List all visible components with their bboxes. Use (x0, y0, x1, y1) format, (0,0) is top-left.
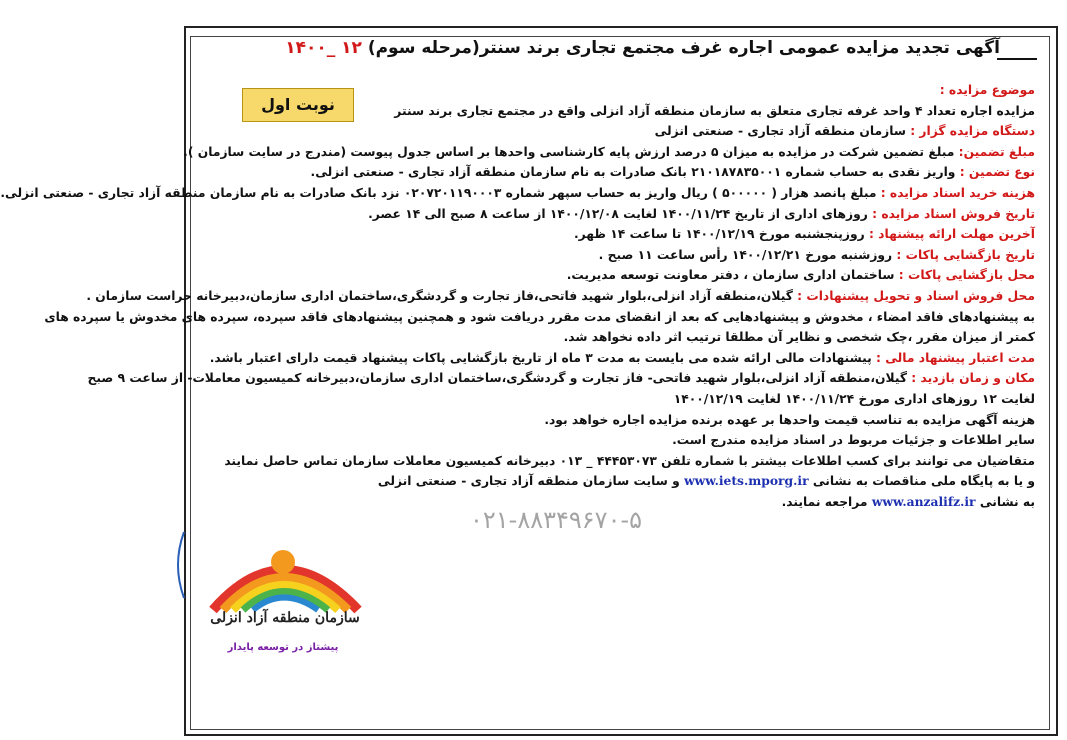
field-value: روزپنجشنبه مورخ ۱۴۰۰/۱۲/۱۹ تا ساعت ۱۴ ظهر. (573, 227, 865, 242)
page-title (285, 38, 1000, 58)
ad-line (200, 327, 1035, 348)
ad-line (44, 307, 1035, 328)
link-suffix: مراجعه نمایند. (781, 494, 872, 509)
ad-line (200, 204, 1035, 225)
field-value: کمتر از میزان مقرر ،چک شخصی و نظایر آن مطلقا ترتیب اثر داده نخواهد شد. (563, 330, 1035, 345)
field-label: تاریخ بازگشایی پاکات : (892, 247, 1035, 262)
link-prefix: و یا به پایگاه ملی مناقصات به نشانی (808, 474, 1035, 489)
ad-line (200, 162, 1035, 183)
ad-line (0, 183, 1035, 204)
field-label: مکان و زمان بازدید : (907, 371, 1035, 386)
field-label: محل فروش اسناد و تحویل پیشنهادات : (792, 288, 1035, 303)
field-value: گیلان،منطقه آزاد انزلی،بلوار شهید فاتحی،فاز تجارت و گردشگری،ساختمان اداری سازمان،دبیرخانه حراست سازمان . (86, 288, 793, 303)
field-value: روزشنبه مورخ ۱۴۰۰/۱۲/۲۱ رأس ساعت ۱۱ صبح . (598, 247, 893, 262)
anzali-link[interactable]: www.anzalifz.ir (871, 493, 976, 509)
title-text: آگهی تجدید مزایده عمومی اجاره غرف مجتمع تجاری برند سنتر(مرحله سوم) (367, 38, 1000, 58)
field-value: به پیشنهادهای فاقد امضاء ، مخدوش و پیشنهادهایی که بعد از انقضای مدت مقرر دریافت شود و همچنین پیشنهادهای فاقد سپرده، سپرده های مخدوش یا سپرده های (44, 309, 1035, 324)
ad-line (200, 265, 1035, 286)
ad-line (200, 80, 1035, 101)
title-rule (997, 58, 1037, 60)
field-value: مزایده اجاره تعداد ۴ واحد غرفه تجاری متعلق به سازمان منطقه آزاد انزلی واقع در مجتمع تجاری برند سنتر (394, 103, 1035, 118)
ad-line (200, 121, 1035, 142)
ad-line (200, 101, 1035, 122)
field-label: تاریخ فروش اسناد مزایده : (867, 206, 1035, 221)
link-prefix: به نشانی (975, 494, 1035, 509)
field-value: سازمان منطقه آزاد تجاری - صنعتی انزلی (654, 124, 906, 139)
field-value: مبلغ تضمین شرکت در مزایده به میزان ۵ درصد ارزش پایه کارشناسی واحدها بر اساس جدول پیوست (مندرج در سایت سازمان ). (183, 144, 955, 159)
ad-line (86, 286, 1035, 307)
ad-line (183, 142, 1035, 163)
field-value: پیشنهادات مالی ارائه شده می بایست به مدت ۳ ماه از تاریخ بازگشایی پاکات پیشنهاد قیمت دارای اعتبار باشد. (209, 350, 872, 365)
link-suffix: و سایت سازمان منطقه آزاد تجاری - صنعتی انزلی (377, 474, 685, 489)
field-label: مدت اعتبار پیشنهاد مالی : (871, 350, 1035, 365)
ad-line (200, 245, 1035, 266)
ad-line (200, 224, 1035, 245)
field-value: هزینه آگهی مزایده به تناسب قیمت واحدها بر عهده برنده مزایده اجاره خواهد بود. (544, 412, 1035, 427)
ad-line (87, 368, 1035, 389)
ad-line (200, 430, 1035, 451)
ad-line (200, 410, 1035, 431)
field-value: لغایت ۱۲ روزهای اداری مورخ ۱۴۰۰/۱۱/۲۴ لغایت ۱۴۰۰/۱۲/۱۹ (673, 391, 1035, 406)
field-label: نوع تضمین : (955, 165, 1035, 180)
field-value: گیلان،منطقه آزاد انزلی،بلوار شهید فاتحی- فاز تجارت و گردشگری،ساختمان اداری سازمان،دبیرخانه کمیسیون معاملات- از ساعت ۹ صبح (87, 371, 907, 386)
field-value: متقاضیان می توانند برای کسب اطلاعات بیشتر با شماره تلفن ۴۴۴۵۳۰۷۳ _ ۰۱۳ دبیرخانه کمیسیون معاملات سازمان تماس حاصل نمایند (224, 453, 1035, 468)
ad-line (200, 348, 1035, 369)
org-slogan: پیشتاز در توسعه پایدار (227, 642, 339, 653)
ad-line (200, 389, 1035, 410)
phone-watermark: ۰۲۱-۸۸۳۴۹۶۷۰-۵ (470, 506, 643, 534)
ad-body (0, 80, 1035, 512)
title-number: ۱۲ _۱۴۰۰ (285, 38, 362, 58)
field-label: آخرین مهلت ارائه پیشنهاد : (864, 227, 1035, 242)
field-value: ساختمان اداری سازمان ، دفتر معاونت توسعه مدیریت. (566, 268, 895, 283)
field-label: مبلغ تضمین: (954, 144, 1035, 159)
field-label: موضوع مزایده : (939, 83, 1035, 97)
field-label: دستگاه مزایده گزار : (905, 124, 1035, 139)
field-label: هزینه خرید اسناد مزایده : (876, 185, 1035, 200)
org-name: سازمان منطقه آزاد انزلی (210, 610, 360, 626)
field-value: روزهای اداری از تاریخ ۱۴۰۰/۱۱/۲۴ لغایت ۱۴۰۰/۱۲/۰۸ از ساعت ۸ صبح الی ۱۴ عصر. (368, 206, 868, 221)
field-value: مبلغ پانصد هزار ( ۵۰۰۰۰۰ ) ریال واریز به حساب سپهر شماره ۰۲۰۷۲۰۱۱۹۰۰۰۳ نزد بانک صادرات به نام سازمان منطقه آزاد تجاری - صنعتی انزلی. (0, 185, 877, 200)
field-label: محل بازگشایی پاکات : (894, 268, 1035, 283)
iets-link[interactable]: www.iets.mporg.ir (684, 473, 809, 489)
field-value: واریز نقدی به حساب شماره ۲۱۰۱۸۷۸۳۵۰۰۱ بانک صادرات به نام سازمان منطقه آزاد تجاری - صنعتی انزلی. (310, 165, 956, 180)
field-value: سایر اطلاعات و جزئیات مربوط در اسناد مزایده مندرج است. (672, 433, 1035, 448)
edge-mark-icon (170, 530, 186, 600)
ad-line (200, 451, 1035, 472)
round-badge: نوبت اول (242, 88, 354, 122)
